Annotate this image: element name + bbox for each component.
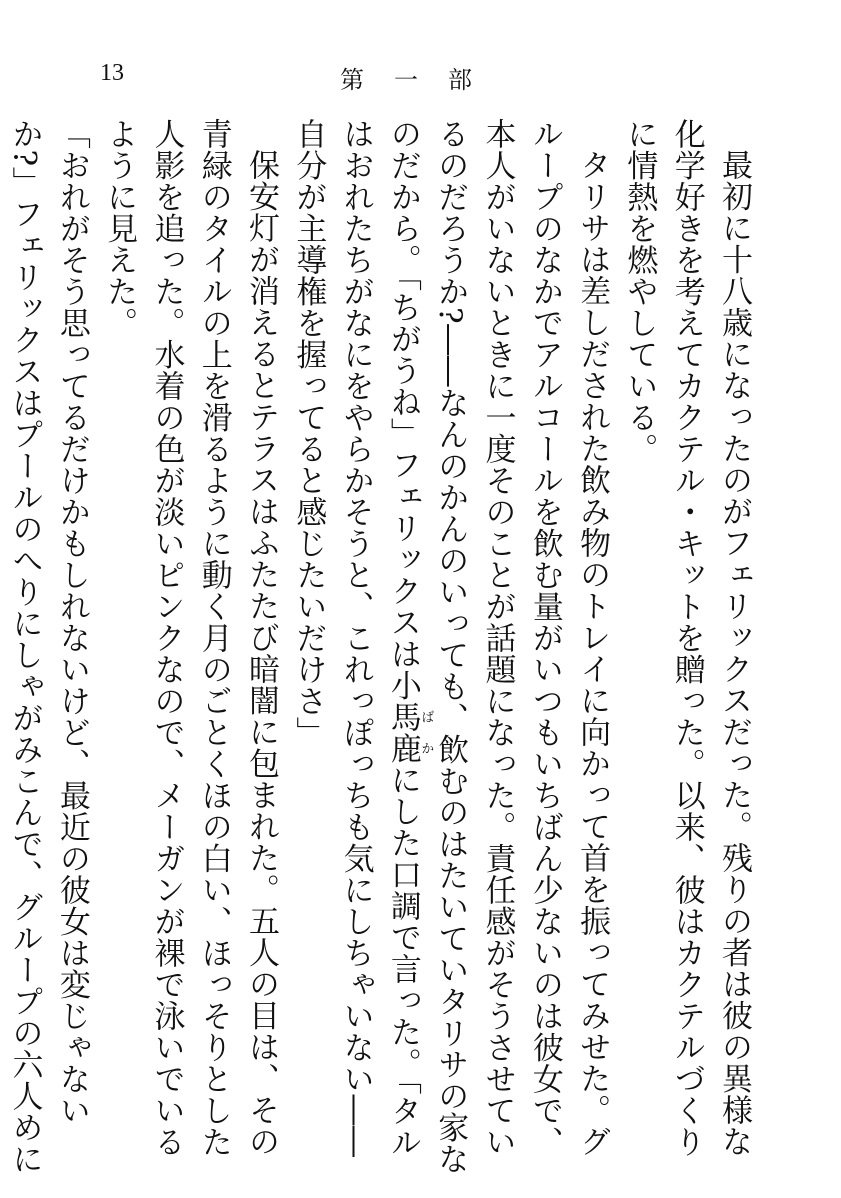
paragraph — [95, 118, 284, 1178]
text-segment: 最初に十八歳になったのがフェリックスだった。残りの者は彼の異様な化学好きを考えてカクテル・キットを贈った。以来、彼はカクテルづくりに情熱を燃やしている。 — [621, 118, 752, 1158]
text-segment: 「おれがそう思ってるだけかもしれないけど、最近の彼女は変じゃないか?」フェリックスはプールのへりにしゃがみこんで、グループの六人めに — [6, 118, 90, 1175]
page-number: 13 — [100, 60, 124, 86]
text-segment: にした口調で言った。「タルはおれたちがなにをやらかそうと、これっぽっちも気にしちゃいない――自分が主導権を握ってると感じたいだけさ」 — [290, 118, 421, 1158]
ruby-base: 馬鹿 — [384, 701, 421, 764]
ruby-word — [384, 701, 434, 764]
paragraph — [0, 118, 95, 1178]
running-head: 第一部 — [340, 66, 502, 94]
paragraph — [284, 118, 615, 1178]
text-segment: 保安灯が消えるとテラスはふたたび暗闇に包まれた。五人の目は、その青緑のタイルの上を滑るように動く月のごとくほの白い、ほっそりとした人影を追った。水着の色が淡いピンクなので、メーガンが裸で泳いでいるように見えた。 — [101, 118, 280, 1158]
paragraph — [615, 118, 757, 1178]
body-text — [6, 118, 757, 1178]
ruby-reading: ばか — [418, 701, 434, 764]
text-segment: タリサは差しだされた飲み物のトレイに向かって首を振ってみせた。グループのなかでアルコールを飲む量がいつもいちばん少ないのは彼女で、本人がいないときに一度そのことが話題になった。責任感がそうさせているのだろうか?――なんのかんのいっても、飲むのはたいていタリサの家なのだから。「ちがうね」フェリックスは小 — [384, 118, 611, 1175]
